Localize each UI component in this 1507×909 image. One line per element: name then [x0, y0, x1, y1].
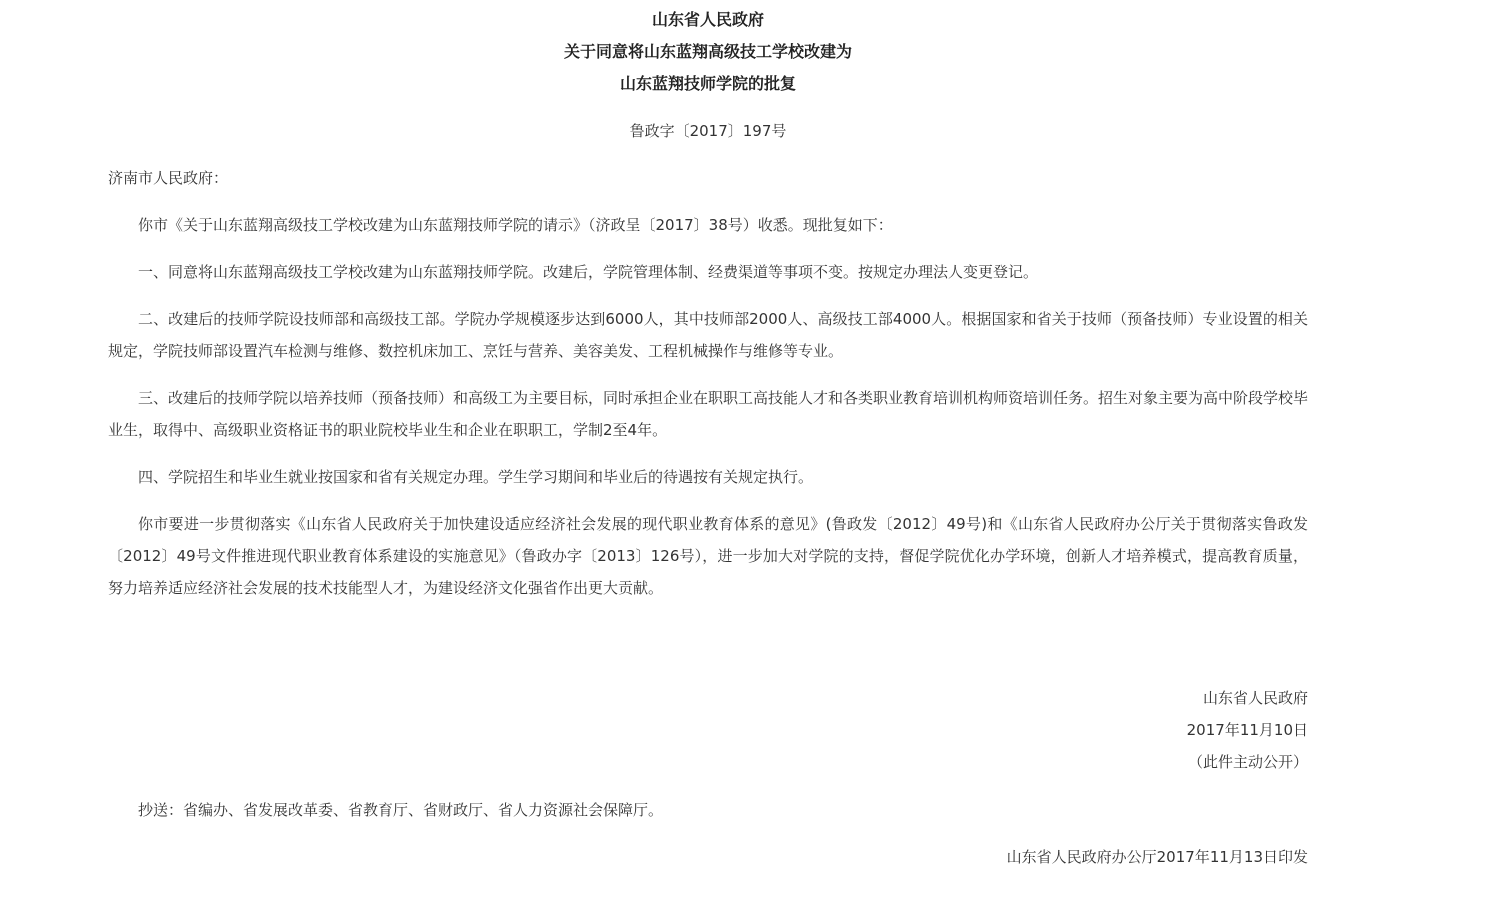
title-line-1: 关于同意将山东蓝翔高级技工学校改建为 [563, 42, 852, 61]
addressee: 济南市人民政府： [108, 169, 229, 187]
signature-issuer: 山东省人民政府 [1202, 689, 1308, 707]
document-body [108, 0, 1308, 873]
signature-block [108, 682, 1308, 778]
document-title [108, 4, 1308, 100]
paragraph-item-2: 二、改建后的技师学院设技师部和高级技工部。学院办学规模逐步达到6000人，其中技师部2000人、高级技工部4000人。根据国家和省关于技师（预备技师）专业设置的相关规定，学院技师部设置汽车检测与维修、数控机床加工、烹饪与营养、美容美发、工程机械操作与维修等专业。 [108, 310, 1308, 360]
paragraph-item-4: 四、学院招生和毕业生就业按国家和省有关规定办理。学生学习期间和毕业后的待遇按有关规定执行。 [138, 468, 814, 486]
issuer-heading: 山东省人民政府 [651, 10, 764, 29]
print-note: 山东省人民政府办公厅2017年11月13日印发 [1006, 848, 1308, 866]
cc-list: 抄送：省编办、省发展改革委、省教育厅、省财政厅、省人力资源社会保障厅。 [138, 801, 664, 819]
title-line-2: 山东蓝翔技师学院的批复 [619, 74, 796, 93]
paragraph-item-1: 一、同意将山东蓝翔高级技工学校改建为山东蓝翔技师学院。改建后，学院管理体制、经费渠道等事项不变。按规定办理法人变更登记。 [138, 263, 1039, 281]
disclosure-note: （此件主动公开） [1187, 753, 1308, 771]
paragraph-intro: 你市《关于山东蓝翔高级技工学校改建为山东蓝翔技师学院的请示》（济政呈〔2017〕38号）收悉。现批复如下： [138, 216, 893, 234]
document-number: 鲁政字〔2017〕197号 [629, 122, 787, 140]
signature-date: 2017年11月10日 [1186, 721, 1308, 739]
paragraph-item-3: 三、改建后的技师学院以培养技师（预备技师）和高级工为主要目标，同时承担企业在职职工高技能人才和各类职业教育培训机构师资培训任务。招生对象主要为高中阶段学校毕业生，取得中、高级职业资格证书的职业院校毕业生和企业在职职工，学制2至4年。 [108, 389, 1309, 439]
paragraph-closing: 你市要进一步贯彻落实《山东省人民政府关于加快建设适应经济社会发展的现代职业教育体系的意见》(鲁政发〔2012〕49号)和《山东省人民政府办公厅关于贯彻落实鲁政发〔2012〕49号文件推进现代职业教育体系建设的实施意见》（鲁政办字〔2013〕126号），进一步加大对学院的支持，督促学院优化办学环境，创新人才培养模式，提高教育质量，努力培养适应经济社会发展的技术技能型人才，为建设经济文化强省作出更大贡献。 [108, 515, 1308, 597]
